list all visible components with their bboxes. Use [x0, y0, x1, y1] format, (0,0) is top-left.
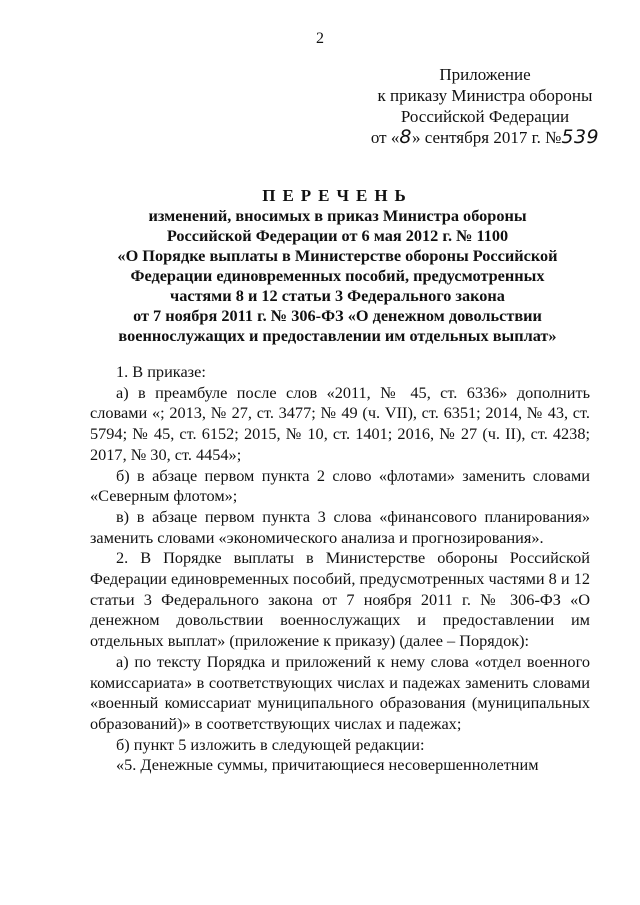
order-date-line: [355, 127, 615, 148]
paragraph: 2. В Порядке выплаты в Министерстве обороны Российской Федерации единовременных пособий, предусмотренных частями 8 и 12 статьи 3 Федерального закона от 7 ноября 2011 г. № 306-ФЗ «О денежном довольствии военнослужащих и предоставлении им отдельных выплат» (приложение к приказу) (далее – Порядок):: [90, 548, 590, 651]
title-line: изменений, вносимых в приказ Министра обороны: [148, 206, 527, 225]
title-line: Российской Федерации от 6 мая 2012 г. № 1100: [166, 226, 509, 245]
paragraph: а) в преамбуле после слов «2011, № 45, ст. 6336» дополнить словами «; 2013, № 27, ст. 3477; № 49 (ч. VII), ст. 6351; 2014, № 43, ст. 5794; № 45, ст. 6152; 2015, № 10, ст. 1401; 2016, № 27 (ч. II), ст. 4238; 2017, № 30, ст. 4454»;: [90, 382, 590, 464]
title-line: Федерации единовременных пособий, предусмотренных: [130, 266, 545, 285]
title-line: частями 8 и 12 статьи 3 Федерального закона: [170, 286, 505, 305]
appendix-line: Российской Федерации: [400, 107, 570, 126]
document-body: [90, 362, 590, 776]
paragraph: б) в абзаце первом пункта 2 слово «флотами» заменить словами «Северным флотом»;: [90, 465, 590, 506]
title-line: «О Порядке выплаты в Министерстве обороны Российской: [117, 246, 558, 265]
paragraph: а) по тексту Порядка и приложений к нему слова «отдел военного комиссариата» в соответствующих числах и падежах заменить словами «военный комиссариат муниципального образования (муниципальных образований)» в соответствующих числах и падежах;: [90, 651, 590, 733]
appendix-line: Приложение: [439, 65, 531, 84]
date-middle: » сентября 2017 г. №: [411, 128, 562, 147]
document-title: [60, 186, 615, 346]
handwritten-order-number: 539: [561, 126, 600, 148]
title-heading: ПЕРЕЧЕНЬ: [262, 186, 413, 205]
appendix-header: [355, 64, 615, 148]
paragraph: «5. Денежные суммы, причитающиеся несовершеннолетним: [116, 755, 539, 775]
paragraph: в) в абзаце первом пункта 3 слова «финансового планирования» заменить словами «экономического анализа и прогнозирования».: [90, 506, 590, 547]
date-prefix: от «: [370, 128, 400, 147]
title-line: военнослужащих и предоставлении им отдельных выплат»: [118, 326, 557, 345]
page-number: 2: [316, 30, 324, 47]
paragraph: 1. В приказе:: [116, 362, 206, 381]
appendix-line: к приказу Министра обороны: [377, 86, 593, 105]
handwritten-day: 8: [399, 126, 412, 148]
title-line: от 7 ноября 2011 г. № 306-ФЗ «О денежном довольствии: [133, 306, 542, 325]
paragraph: б) пункт 5 изложить в следующей редакции:: [116, 734, 425, 754]
